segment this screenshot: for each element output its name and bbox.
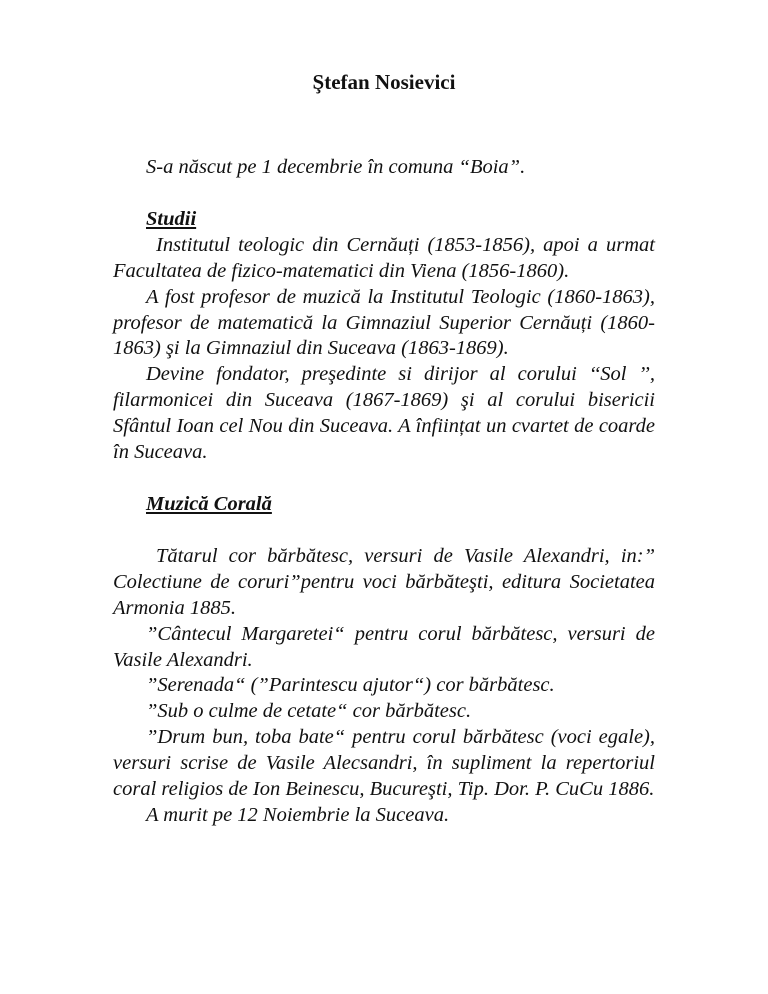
death-paragraph: A murit pe 12 Noiembrie la Suceava. bbox=[146, 803, 450, 826]
page-title: Ştefan Nosievici bbox=[312, 70, 456, 94]
section-spacer bbox=[113, 466, 655, 492]
muzica-paragraph-5: ”Drum bun, toba bate“ pentru corul bărbătesc (voci egale), versuri scrise de Vasile Alecsandri, în supliment la repertoriul coral religios de Ion Beinescu, Bucureşti, Tip. Dor. P. CuCu 1886. bbox=[113, 726, 655, 801]
document-page bbox=[113, 68, 655, 829]
muzica-paragraph-4: ”Sub o culme de cetate“ cor bărbătesc. bbox=[146, 700, 472, 723]
section-spacer bbox=[113, 518, 655, 544]
birth-paragraph: S-a născut pe 1 decembrie în comuna “Boia”. bbox=[146, 156, 526, 178]
muzica-paragraph-2: ”Cântecul Margaretei“ pentru corul bărbătesc, versuri de Vasile Alexandri. bbox=[113, 622, 655, 671]
muzica-paragraph-3: ”Serenada“ (”Parintescu ajutor“) cor bărbătesc. bbox=[146, 674, 555, 697]
studii-paragraph-3: Devine fondator, preşedinte si dirijor al corului ‘‘Sol ’’, filarmonicei din Suceava (1867-1869) şi al corului bisericii Sfântul Ioan cel Nou din Suceava. A înființat un cvartet de coarde în Suceava. bbox=[113, 363, 655, 464]
studii-paragraph-2: A fost profesor de muzică la Institutul Teologic (1860-1863), profesor de matematică la Gimnaziul Superior Cernăuți (1860-1863) şi la Gimnaziul din Suceava (1863-1869). bbox=[113, 285, 655, 360]
muzica-paragraph-1: Tătarul cor bărbătesc, versuri de Vasile Alexandri, in:” Colectiune de coruri”pentru voci bărbăteşti, editura Societatea Armonia 1885. bbox=[113, 544, 655, 619]
section-heading-studii: Studii bbox=[146, 207, 197, 230]
studii-paragraph-1: Institutul teologic din Cernăuți (1853-1856), apoi a urmat Facultatea de fizico-matematici din Viena (1856-1860). bbox=[113, 233, 655, 282]
section-heading-muzica-corala: Muzică Corală bbox=[146, 492, 272, 515]
